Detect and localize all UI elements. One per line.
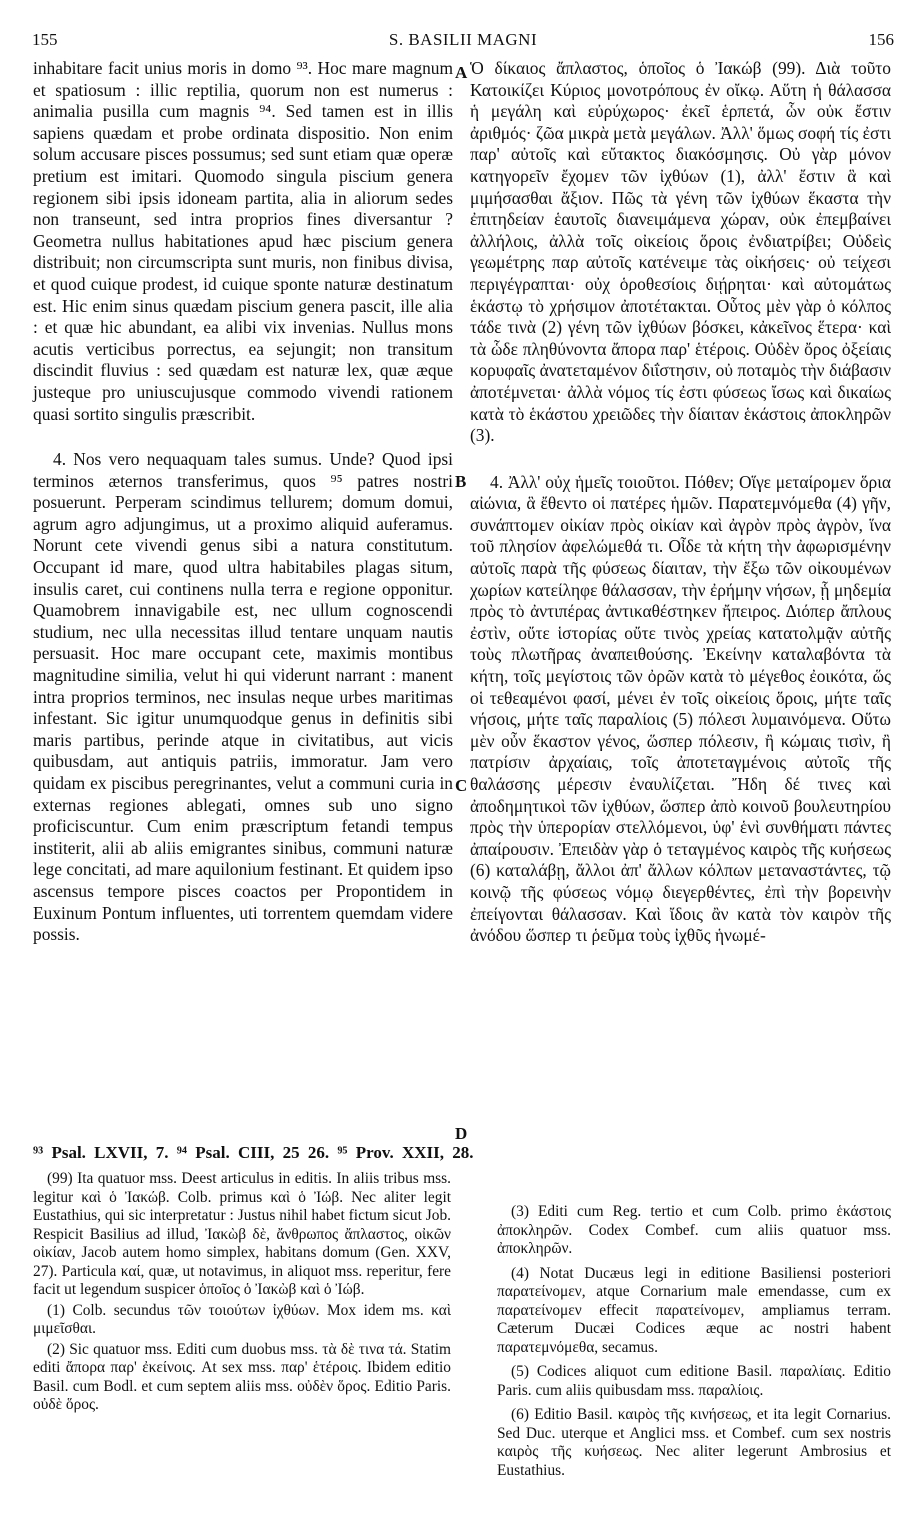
latin-paragraph-1: inhabitare facit unius moris in domo ⁹³. Hoc mare magnum et spatiosum : illic reptilia, quorum non est numerus : animalia pusilla cum magnis ⁹⁴. Sed tamen est in illis sapiens quædam et probe ordinata dispositio. Non enim solum accusare pisces possumus; sed sunt etiam quæ operæ pretium est imitari. Quomodo singula piscium genera regionem sibi ipsis idoneam partita, alia in aliorum sedes non transeunt, sed intra proprios fines diversantur ? Geometra nullus habitationes apud hæc piscium genera distribuit; non circumscripta sunt muris, non finibus divisa, et quod cuique prodest, id cuique sponte naturæ destinatum est. Hic enim sinus quædam piscium genera pascit, ille alia : et quæ hic abundant, ea alibi vix invenias. Nullus mons acutis verticibus porrectus, ea sejungit; non transitum discindit fluvius : sed quædam est naturæ lex, quæ æque justeque pro uniuscujusque commodo vivendi rationem quasi sortito singulis præscribit. xyxy=(33,58,453,424)
scripture-references: ⁹³ Psal. LXVII, 7. ⁹⁴ Psal. CIII, 25 26. ⁹⁵ Prov. XXII, 28. xyxy=(33,1143,474,1162)
margin-marker-d: D xyxy=(455,1124,468,1143)
footnotes-left xyxy=(33,1170,451,1417)
footnote-4: (4) Notat Ducæus legi in editione Basiliensi posteriori παρατείνομεν, atque Cornarium male emendasse, cum ex παρατείνομεν effecit παρατείνομεν, ampliamus terram. Cæterum Ducæi Codices æque ac nostri habent παρατεμνόμεθα, secamus. xyxy=(497,1264,891,1356)
margin-marker-a: A xyxy=(455,63,468,82)
page-number-left: 155 xyxy=(32,30,58,49)
footnote-5: (5) Codices aliquot cum editione Basil. παραλίαις. Editio Paris. cum aliis quibusdam mss. παραλίοις. xyxy=(497,1363,891,1399)
footnote-99: (99) Ita quatuor mss. Deest articulus in editis. In aliis tribus mss. legitur καὶ ὁ Ἰακώβ. Colb. primus καὶ ὁ Ἰώβ. Nec aliter legit Eustathius, qui sic interpretatur : Justus nihil habet fictum sicut Job. Respicit Basilius ad illud, Ἰακὼβ δὲ, ἄνθρωπος ἄπλαστος, οἰκῶν οἰκίαν, Jacob autem homo simplex, habitans domum (Gen. XXV, 27). Particula καί, quæ, ut notavimus, in aliquot mss. reperitur, fere facit ut legendum suspicer ὁποῖος ὁ Ἰακὼβ καὶ ὁ Ἰώβ. xyxy=(33,1170,451,1298)
greek-column xyxy=(470,58,891,947)
margin-marker-c: C xyxy=(455,776,468,795)
latin-paragraph-2: 4. Nos vero nequaquam tales sumus. Unde? Quod ipsi terminos æternos transferimus, quos ⁹⁵ patres nostri posuerunt. Perperam scindimus tellurem; domum domui, agrum agro adjungimus, ut a proximo aliquid auferamus. Norunt cete vivendi genus sibi a natura constitutum. Occupant id mare, quod ultra habitabiles plagas situm, insulis caret, cui continens nulla terra e regione opponitur. Quamobrem innavigabile est, nec ullum cognoscendi studium, nec ulla necessitas illud tentare unquam nautis persuasit. Hoc mare occupant cete, maximis montibus magnitudine similia, velut hi qui viderunt narrant : manent intra proprios terminos, nec insulas neque urbes maritimas infestant. Sic igitur unumquodque genus in definitis sibi maris partibus, perinde atque in civitatibus, aut vicis quibusdam, aut antiquis patriis, immoratur. Jam vero quidam ex piscibus peregrinantes, velut a communi curia in externas regiones ablegati, omnes sub uno signo proficiscuntur. Cum enim præscriptum fetandi tempus institerit, alii ab aliis emigrantes sinibus, communi naturæ lege concitati, ad mare aquilonium festinant. Et quidem ipso ascensus tempore pisces coactos per Propontidem in Euxinum Pontum influentes, uti torrentem quemdam videre possis. xyxy=(33,449,453,945)
running-title: S. BASILII MAGNI xyxy=(388,30,538,49)
page-number-right: 156 xyxy=(868,30,894,49)
page-header xyxy=(32,30,894,56)
footnote-6: (6) Editio Basil. καιρὸς τῆς κινήσεως, et ita legit Cornarius. Sed Duc. uterque et Anglici mss. et Combef. cum sex nostris καιρὸς τῆς κυήσεως. Nec aliter legerunt Ambrosius et Eustathius. xyxy=(497,1406,891,1479)
footnote-3: (3) Editi cum Reg. tertio et cum Colb. primo ἑκάστοις ἀποκληρῶν. Codex Combef. cum aliis quatuor mss. ἀποκληρῶν. xyxy=(497,1203,891,1257)
footnote-1: (1) Colb. secundus τῶν τοιούτων ἰχθύων. Mox idem ms. καὶ μιμεῖσθαι. xyxy=(33,1301,451,1337)
margin-marker-b: B xyxy=(455,472,467,491)
footnotes-right xyxy=(497,1203,891,1486)
greek-paragraph-1: Ὁ δίκαιος ἄπλαστος, ὁποῖος ὁ Ἰακώβ (99). Διὰ τοῦτο Κατοικίζει Κύριος μονοτρόπους ἐν οἴκῳ. Αὕτη ἡ θάλασσα ἡ μεγάλη καὶ εὐρύχωρος· ἐκεῖ ἑρπετά, ὧν οὐκ ἔστιν ἀριθμός· ζῶα μικρὰ μετὰ μεγάλων. Ἀλλ' ὅμως σοφή τίς ἐστι παρ' αὐτοῖς καὶ εὔτακτος διακόσμησις. Οὐ γὰρ μόνον κατηγορεῖν ἔχομεν τῶν ἰχθύων (1), ἀλλ' ἔστιν ἃ καὶ μιμήσασθαι ἄξιον. Πῶς τὰ γένη τῶν ἰχθύων ἕκαστα τὴν ἐπιτηδείαν ἑαυτοῖς διανειμάμενα χώραν, οὐκ ἐπεμβαίνει ἀλλήλοις, ἀλλὰ τοῖς οἰκείοις ὅροις ἐνδιατρίβει; Οὐδεὶς γεωμέτρης παρ αὐτοῖς κατένειμε τὰς οἰκήσεις· οὐ τείχεσι περιγέγραπται· οὐχ ὁροθεσίοις διῄρηται· καὶ αὐτομάτως ἑκάστῳ τὸ χρήσιμον ἀποτέτακται. Οὗτος μὲν γὰρ ὁ κόλπος τάδε τινὰ (2) γένη τῶν ἰχθύων βόσκει, κἀκεῖνος ἕτερα· καὶ τὰ ὧδε πληθύνοντα ἄπορα παρ' ἑτέροις. Οὐδὲν ὄρος ὀξείαις κορυφαῖς ἀνατεταμένον διΐστησιν, οὐ ποταμὸς τὴν διάβασιν ἀποτέμνεται· ἀλλὰ νόμος τίς ἐστι φύσεως ἴσως καὶ δικαίως κατὰ τὸ ἑκάστου χρειῶδες τὴν δίαιταν ἑκάστοις ἀποκληρῶν (3). xyxy=(470,58,891,446)
latin-column xyxy=(33,58,453,946)
footnote-2: (2) Sic quatuor mss. Editi cum duobus mss. τὰ δὲ τινα τά. Statim editi ἄπορα παρ' ἐκείνοις. At sex mss. παρ' ἑτέροις. Ibidem editio Basil. cum Bodl. et cum septem aliis mss. οὐδὲν ὅρος. Editio Paris. οὐδὲ ὅρος. xyxy=(33,1340,451,1413)
greek-paragraph-2: 4. Ἀλλ' οὐχ ἡμεῖς τοιοῦτοι. Πόθεν; Οἵγε μεταίρομεν ὅρια αἰώνια, ἃ ἔθεντο οἱ πατέρες ἡμῶν. Παρατεμνόμεθα (4) γῆν, συνάπτομεν οἰκίαν πρὸς οἰκίαν καὶ ἀγρὸν πρὸς ἀγρὸν, ἵνα τοῦ πλησίον ἀφελώμεθά τι. Οἶδε τὰ κήτη τὴν ἀφωρισμένην αὐτοῖς παρὰ τῆς φύσεως δίαιταν, τὴν ἔξω τῶν οἰκουμένων χωρίων κατείληφε θάλασσαν, τὴν ἐρήμην νήσων, ᾗ μηδεμία πρὸς τὸ ἀντιπέρας ἀντικαθέστηκεν ἤπειρος. Διόπερ ἄπλους ἐστὶν, οὔτε ἱστορίας οὔτε τινὸς χρείας κατατολμᾷν αὐτῆς τοὺς πλωτῆρας ἀναπειθούσης. Ἐκείνην καταλαβόντα τὰ κήτη, τοῖς μεγίστοις τῶν ὀρῶν κατὰ τὸ μέγεθος ἐοικότα, ὥς οἱ τεθεαμένοι φασί, μένει ἐν τοῖς οἰκείοις ὅροις, μήτε ταῖς νήσοις, μήτε ταῖς παραλίοις (5) πόλεσι λυμαινόμενα. Οὕτω μὲν οὖν ἕκαστον γένος, ὥσπερ πόλεσιν, ἢ κώμαις τισὶν, ἢ πατρίσιν ἀρχαίαις, τοῖς ἀποτεταγμένοις αὐτοῖς τῆς θαλάσσης μέρεσιν ἐναυλίζεται. Ἤδη δέ τινες καὶ ἀποδημητικοὶ τῶν ἰχθύων, ὥσπερ ἀπὸ κοινοῦ βουλευτηρίου πρὸς τὴν ὑπερορίαν στελλόμενοι, ὑφ' ἑνὶ συνθήματι πάντες ἀπαίρουσιν. Ἐπειδὰν γὰρ ὁ τεταγμένος καιρὸς τῆς κυήσεως (6) καταλάβῃ, ἄλλοι ἀπ' ἄλλων κόλπων μεταναστάντες, τῷ κοινῷ τῆς φύσεως νόμῳ διεγερθέντες, ἐπὶ τὴν βορεινὴν ἐπείγονται θάλασσαν. Καὶ ἴδοις ἂν κατὰ τὸν καιρὸν τῆς ἀνόδου ὥσπερ τι ῥεῦμα τοὺς ἰχθῦς ἡνωμέ- xyxy=(470,471,891,946)
